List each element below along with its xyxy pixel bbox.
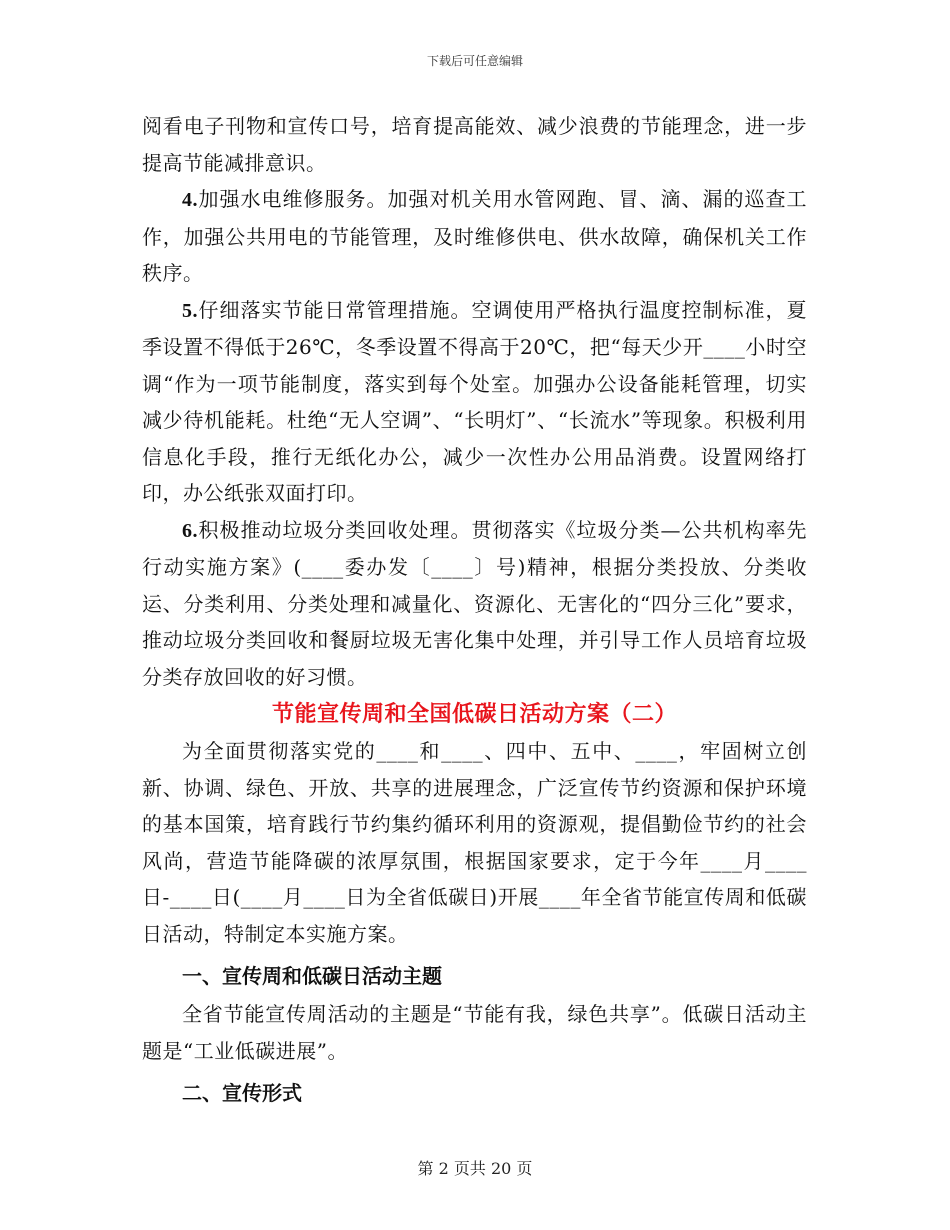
paragraph-publicity-continued: 阅看电子刊物和宣传口号，培育提高能效、减少浪费的节能理念，进一步提高节能减排意识。 [142,114,807,175]
item-text: 仔细落实节能日常管理措施。空调使用严格执行温度控制标准，夏季设置不得低于26℃，冬季设置不得高于20℃，把“每天少开____小时空调“作为一项节能制度，落实到每个处室。加强办公设备能耗管理，切实减少待机能耗。杜绝“无人空调”、“长明灯”、“长流水”等现象。积极利用信息化手段，推行无纸化办公，减少一次性办公用品消费。设置网络打印，办公纸张双面打印。 [142,297,807,505]
item-number: 5. [182,299,198,322]
paragraph-item-5 [142,292,807,512]
paragraph-item-4 [142,181,807,292]
paragraph-item-6 [142,512,807,696]
header-note: 下载后可任意编辑 [426,54,523,68]
page-number-footer: 第 2 页共 20 页 [417,1159,533,1178]
item-number: 6. [182,519,198,542]
item-text: 加强水电维修服务。加强对机关用水管网跑、冒、滴、漏的巡查工作，加强公共用电的节能管理，及时维修供电、供水故障，确保机关工作秩序。 [142,187,807,285]
document-body [142,108,807,1113]
document-title: 节能宣传周和全国低碳日活动方案（二） [271,701,677,727]
section-heading-forms: 二、宣传形式 [182,1081,302,1105]
paragraph-introduction: 为全面贯彻落实党的____和____、四中、五中、____，牢固树立创新、协调、绿色、开放、共享的进展理念，广泛宣传节约资源和保护环境的基本国策，培育践行节约集约循环利用的资源观，提倡勤俭节约的社会风尚，营造节能降碳的浓厚氛围，根据国家要求，定于今年____月____日-____日(____月____日为全省低碳日)开展____年全省节能宣传周和低碳日活动，特制定本实施方案。 [142,739,807,946]
item-text: 积极推动垃圾分类回收处理。贯彻落实《垃圾分类—公共机构率先行动实施方案》(____委办发〔____〕号)精神，根据分类投放、分类收运、分类利用、分类处理和减量化、资源化、无害化的“四分三化”要求，推动垃圾分类回收和餐厨垃圾无害化集中处理，并引导工作人员培育垃圾分类存放回收的好习惯。 [142,517,807,689]
paragraph-theme: 全省节能宣传周活动的主题是“节能有我，绿色共享”。低碳日活动主题是“工业低碳进展”。 [142,1002,807,1063]
item-number: 4. [182,189,198,211]
section-heading-theme: 一、宣传周和低碳日活动主题 [182,964,442,988]
